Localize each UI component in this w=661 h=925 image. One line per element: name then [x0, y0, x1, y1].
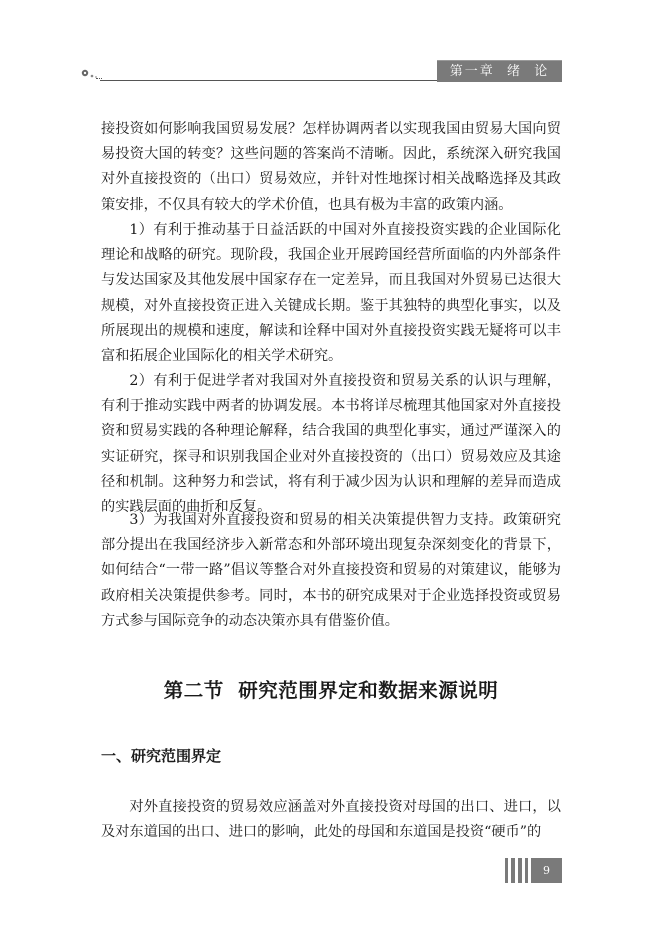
paragraph-2: 1）有利于推动基于日益活跃的中国对外直接投资实践的企业国际化理论和战略的研究。现阶段，我国企业开展跨国经营所面临的内外部条件与发达国家及其他发展中国家存在一定差异，而且我国对外贸易已达很大规模，对外直接投资正进入关键成长期。鉴于其独特的典型化事实，以及所展现出的规模和速度，解读和诠释中国对外直接投资实践无疑将可以丰富和拓展企业国际化的相关学术研究。 — [101, 222, 561, 365]
page-number: 9 — [531, 858, 562, 883]
tab-stripe — [525, 858, 528, 883]
paragraph-5: 对外直接投资的贸易效应涵盖对外直接投资对母国的出口、进口，以及对东道国的出口、进口的影响，此处的母国和东道国是投资“硬币”的 — [101, 799, 561, 841]
tab-stripe — [518, 858, 522, 883]
paragraph-1: 接投资如何影响我国贸易发展？怎样协调两者以实现我国由贸易大国向贸易投资大国的转变？这些问题的答案尚不清晰。因此，系统深入研究我国对外直接投资的（出口）贸易效应，并针对性地探讨相关战略选择及其政策安排，不仅具有较大的学术价值，也具有极为丰富的政策内涵。 — [101, 121, 561, 213]
header-ornament-icon — [80, 68, 106, 80]
chapter-label: 第一章 绪 论 — [437, 60, 562, 82]
section-title: 第二节 研究范围界定和数据来源说明 — [163, 679, 499, 702]
paragraph-3: 2）有利于促进学者对我国对外直接投资和贸易关系的认识与理解，有利于推动实践中两者的协调发展。本书将详尽梳理其他国家对外直接投资和贸易实践的各种理论解释，结合我国的典型化事实，通过严谨深入的实证研究，探寻和识别我国企业对外直接投资的（出口）贸易效应及其途径和机制。这种努力和尝试，将有利于减少因为认识和理解的差异而造成的实践层面的曲折和反复。 — [101, 373, 561, 516]
subsection-title: 一、研究范围界定 — [101, 747, 222, 765]
tab-stripe — [505, 858, 508, 883]
tab-stripe — [511, 858, 515, 883]
page-number-tab — [505, 858, 562, 883]
paragraph-4: 3）为我国对外直接投资和贸易的相关决策提供智力支持。政策研究部分提出在我国经济步入新常态和外部环境出现复杂深刻变化的背景下，如何结合“一带一路”倡议等整合对外直接投资和贸易的对策建议，能够为政府相关决策提供参考。同时，本书的研究成果对于企业选择投资或贸易方式参与国际竞争的动态决策亦具有借鉴价值。 — [101, 512, 561, 629]
